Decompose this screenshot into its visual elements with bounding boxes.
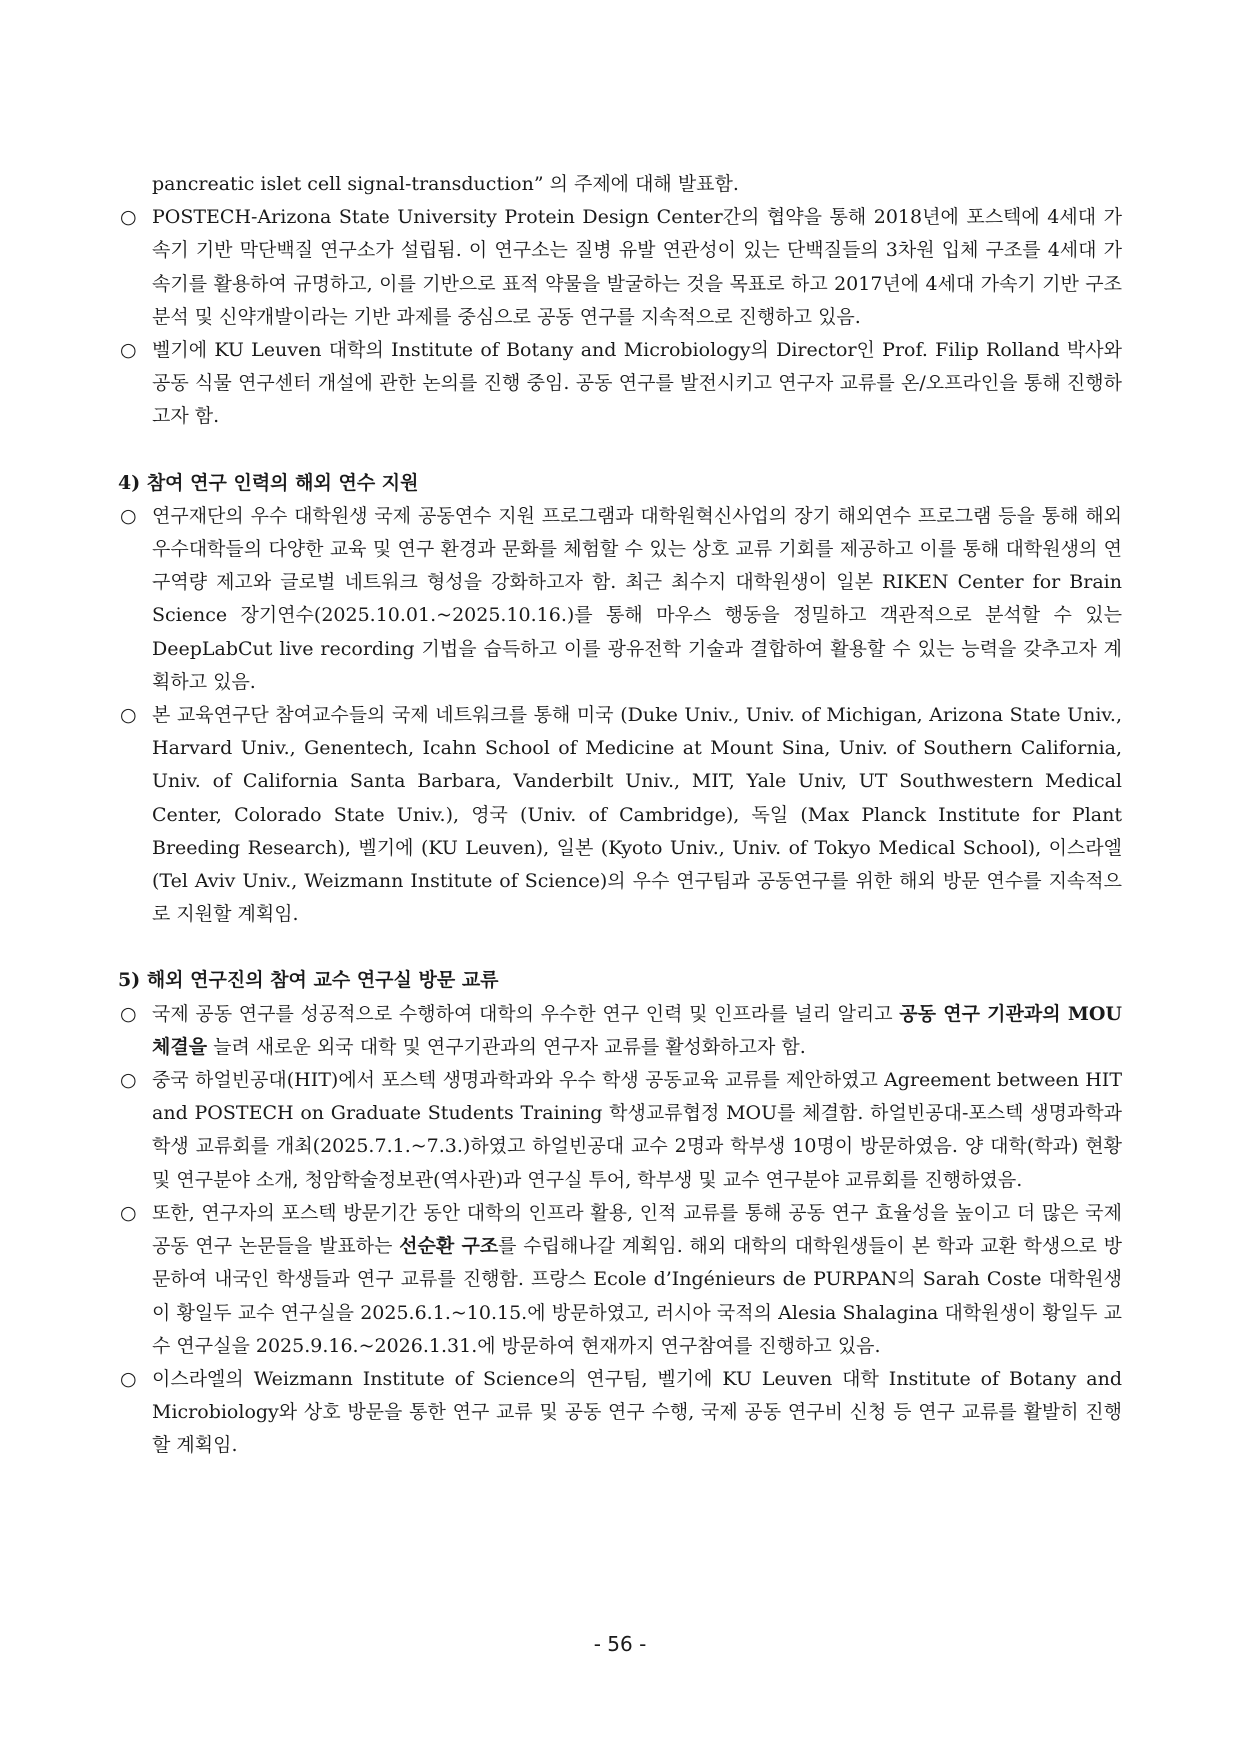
circle-bullet-icon: ○	[120, 1367, 137, 1390]
circle-bullet-icon: ○	[120, 704, 137, 727]
circle-bullet-icon: ○	[120, 1002, 137, 1025]
intro-continuation: pancreatic islet cell signal-transduction” 의 주제에 대해 발표함.	[152, 173, 739, 195]
circle-bullet-icon: ○	[120, 1069, 137, 1092]
list-item-text: 이스라엘의 Weizmann Institute of Science의 연구팀, 벨기에 KU Leuven 대학 Institute of Botany and Microbiology와 상호 방문을 통한 연구 교류 및 공동 연구 수행, 국제 공동 연구비 신청 등 연구 교류를 활발히 진행할 계획임.	[152, 1367, 1122, 1457]
circle-bullet-icon: ○	[120, 206, 137, 229]
circle-bullet-icon: ○	[120, 339, 137, 362]
list-item	[118, 998, 1122, 1064]
list-item	[118, 1197, 1122, 1363]
list-item	[118, 1363, 1122, 1463]
page-number: - 56 -	[593, 1632, 647, 1656]
list-item-text: 연구재단의 우수 대학원생 국제 공동연수 지원 프로그램과 대학원혁신사업의 장기 해외연수 프로그램 등을 통해 해외 우수대학들의 다양한 교육 및 연구 환경과 문화를 체험할 수 있는 상호 교류 기회를 제공하고 이를 통해 대학원생의 연구역량 제고와 글로벌 네트워크 형성을 강화하고자 함. 최근 최수지 대학원생이 일본 RIKEN Center for Brain Science 장기연수(2025.10.01.~2025.10.16.)를 통해 마우스 행동을 정밀하고 객관적으로 분석할 수 있는 DeepLabCut live recording 기법을 습득하고 이를 광유전학 기술과 결합하여 활용할 수 있는 능력을 갖추고자 계획하고 있음.	[152, 504, 1122, 693]
list-item-text: POSTECH-Arizona State University Protein Design Center간의 협약을 통해 2018년에 포스텍에 4세대 가속기 기반 막단백질 연구소가 설립됨. 이 연구소는 질병 유발 연관성이 있는 단백질들의 3차원 입체 구조를 4세대 가속기를 활용하여 규명하고, 이를 기반으로 표적 약물을 발굴하는 것을 목표로 하고 2017년에 4세대 가속기 기반 구조 분석 및 신약개발이라는 기반 과제를 중심으로 공동 연구를 지속적으로 진행하고 있음.	[152, 206, 1122, 328]
list-item-text: 국제 공동 연구를 성공적으로 수행하여 대학의 우수한 연구 인력 및 인프라를 널리 알리고 공동 연구 기관과의 MOU 체결을 늘려 새로운 외국 대학 및 연구기관과의 연구자 교류를 활성화하고자 함.	[152, 1002, 1122, 1058]
list-item	[118, 201, 1122, 334]
circle-bullet-icon: ○	[120, 504, 137, 527]
document-body	[118, 168, 1122, 1463]
bold-emphasis: 공동 연구 기관과의 MOU 체결을	[152, 1002, 1122, 1058]
list-item	[118, 500, 1122, 699]
bold-emphasis: 선순환 구조	[399, 1235, 499, 1258]
list-item-text: 벨기에 KU Leuven 대학의 Institute of Botany and Microbiology의 Director인 Prof. Filip Rolland 박사와 공동 식물 연구센터 개설에 관한 논의를 진행 중임. 공동 연구를 발전시키고 연구자 교류를 온/오프라인을 통해 진행하고자 함.	[152, 339, 1122, 428]
section-5-heading: 5) 해외 연구진의 참여 교수 연구실 방문 교류	[118, 969, 499, 992]
list-item	[118, 1064, 1122, 1197]
list-item	[118, 334, 1122, 434]
list-item-text: 중국 하얼빈공대(HIT)에서 포스텍 생명과학과와 우수 학생 공동교육 교류를 제안하였고 Agreement between HIT and POSTECH on Graduate Students Training 학생교류협정 MOU를 체결함. 하얼빈공대-포스텍 생명과학과 학생 교류회를 개최(2025.7.1.~7.3.)하였고 하얼빈공대 교수 2명과 학부생 10명이 방문하였음. 양 대학(학과) 현황 및 연구분야 소개, 청암학술정보관(역사관)과 연구실 투어, 학부생 및 교수 연구분야 교류회를 진행하였음.	[152, 1069, 1122, 1191]
list-item	[118, 699, 1122, 931]
list-item-text: 또한, 연구자의 포스텍 방문기간 동안 대학의 인프라 활용, 인적 교류를 통해 공동 연구 효율성을 높이고 더 많은 국제 공동 연구 논문들을 발표하는 선순환 구조를 수립해나갈 계획임. 해외 대학의 대학원생들이 본 학과 교환 학생으로 방문하여 내국인 학생들과 연구 교류를 진행함. 프랑스 Ecole d’Ingénieurs de PURPAN의 Sarah Coste 대학원생이 황일두 교수 연구실을 2025.6.1.~10.15.에 방문하였고, 러시아 국적의 Alesia Shalagina 대학원생이 황일두 교수 연구실을 2025.9.16.~2026.1.31.에 방문하여 현재까지 연구참여를 진행하고 있음.	[152, 1201, 1122, 1357]
section-4-heading: 4) 참여 연구 인력의 해외 연수 지원	[118, 471, 419, 494]
list-item-text: 본 교육연구단 참여교수들의 국제 네트워크를 통해 미국 (Duke Univ., Univ. of Michigan, Arizona State Univ., Harvard Univ., Genentech, Icahn School of Medicine at Mount Sina, Univ. of Southern California, Univ. of California Santa Barbara, Vanderbilt Univ., MIT, Yale Univ, UT Southwestern Medical Center, Colorado State Univ.), 영국 (Univ. of Cambridge), 독일 (Max Planck Institute for Plant Breeding Research), 벨기에 (KU Leuven), 일본 (Kyoto Univ., Univ. of Tokyo Medical School), 이스라엘 (Tel Aviv Univ., Weizmann Institute of Science)의 우수 연구팀과 공동연구를 위한 해외 방문 연수를 지속적으로 지원할 계획임.	[152, 704, 1122, 926]
circle-bullet-icon: ○	[120, 1201, 137, 1224]
